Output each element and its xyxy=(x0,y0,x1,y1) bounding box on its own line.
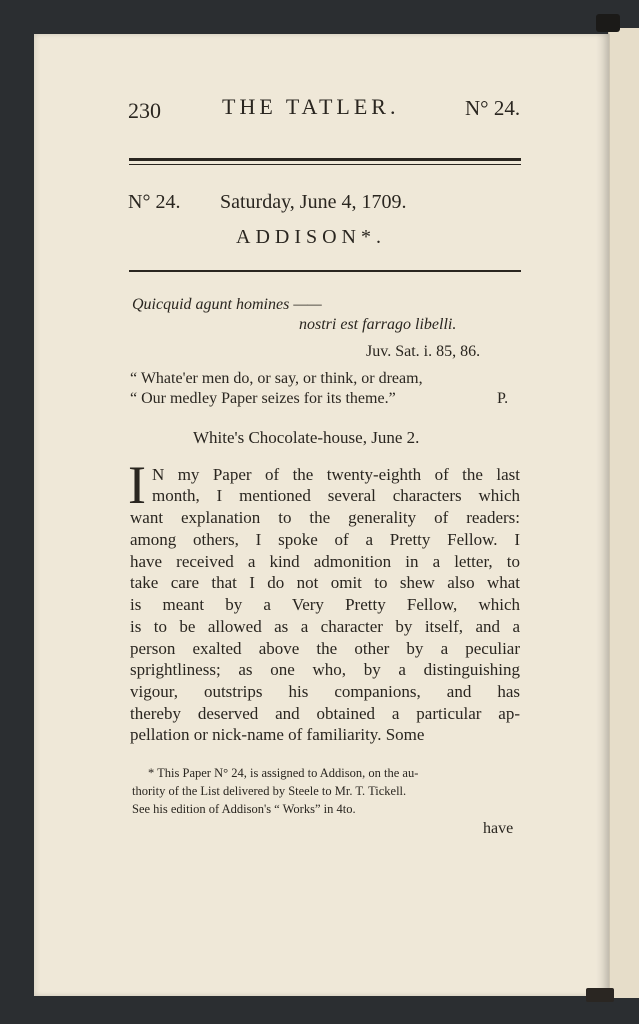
footnote-line: See his edition of Addison's “ Works” in 4to. xyxy=(132,802,356,816)
body-line: among others, I spoke of a Pretty Fellow. I xyxy=(130,530,520,549)
motto-source: Juv. Sat. i. 85, 86. xyxy=(366,343,481,360)
drop-cap: I xyxy=(128,455,146,515)
body-line: is to be allowed as a character by itself, and a xyxy=(130,617,520,636)
issue-number: N° 24. xyxy=(128,191,181,213)
header-double-rule xyxy=(129,158,521,165)
catchword: have xyxy=(483,820,514,837)
issue-author: ADDISON*. xyxy=(236,226,386,248)
body-line: pellation or nick-name of familiarity. Some xyxy=(130,725,425,744)
running-title: THE TATLER. xyxy=(222,94,400,119)
footnote-line: thority of the List delivered by Steele to Mr. T. Tickell. xyxy=(132,784,407,798)
body-line: is meant by a Very Pretty Fellow, which xyxy=(130,595,520,614)
translation-line-1: “ Whate'er men do, or say, or think, or dream, xyxy=(130,370,423,387)
body-line: take care that I do not omit to shew also what xyxy=(130,573,520,592)
page-number: 230 xyxy=(128,98,161,123)
body-line: month, I mentioned several characters which xyxy=(152,486,520,505)
footnote-line: * This Paper N° 24, is assigned to Addison, on the au- xyxy=(148,766,419,780)
translation-line-2: “ Our medley Paper seizes for its theme.” xyxy=(130,390,396,407)
body-line: have received a kind admonition in a letter, to xyxy=(130,552,520,571)
body-line: person exalted above the other by a peculiar xyxy=(130,639,520,658)
body-line: thereby deserved and obtained a particular ap- xyxy=(130,704,520,723)
body-line: want explanation to the generality of readers: xyxy=(130,508,520,527)
body-line: vigour, outstrips his companions, and has xyxy=(130,682,520,701)
body-line: sprightliness; as one who, by a distinguishing xyxy=(130,660,520,679)
motto-line-1: Quicquid agunt homines —— xyxy=(132,296,322,313)
section-rule xyxy=(129,270,521,272)
issue-date: Saturday, June 4, 1709. xyxy=(220,191,407,213)
body-line: N my Paper of the twenty-eighth of the last xyxy=(152,465,520,484)
gutter-shadow xyxy=(596,34,610,996)
motto-line-2: nostri est farrago libelli. xyxy=(299,316,457,333)
binding-tab-bottom xyxy=(586,988,614,1002)
translation-signature: P. xyxy=(497,390,509,407)
running-issue-number: N° 24. xyxy=(465,96,521,120)
section-heading: White's Chocolate-house, June 2. xyxy=(193,428,420,447)
binding-tab xyxy=(596,14,620,32)
facing-page-edge xyxy=(608,28,639,998)
